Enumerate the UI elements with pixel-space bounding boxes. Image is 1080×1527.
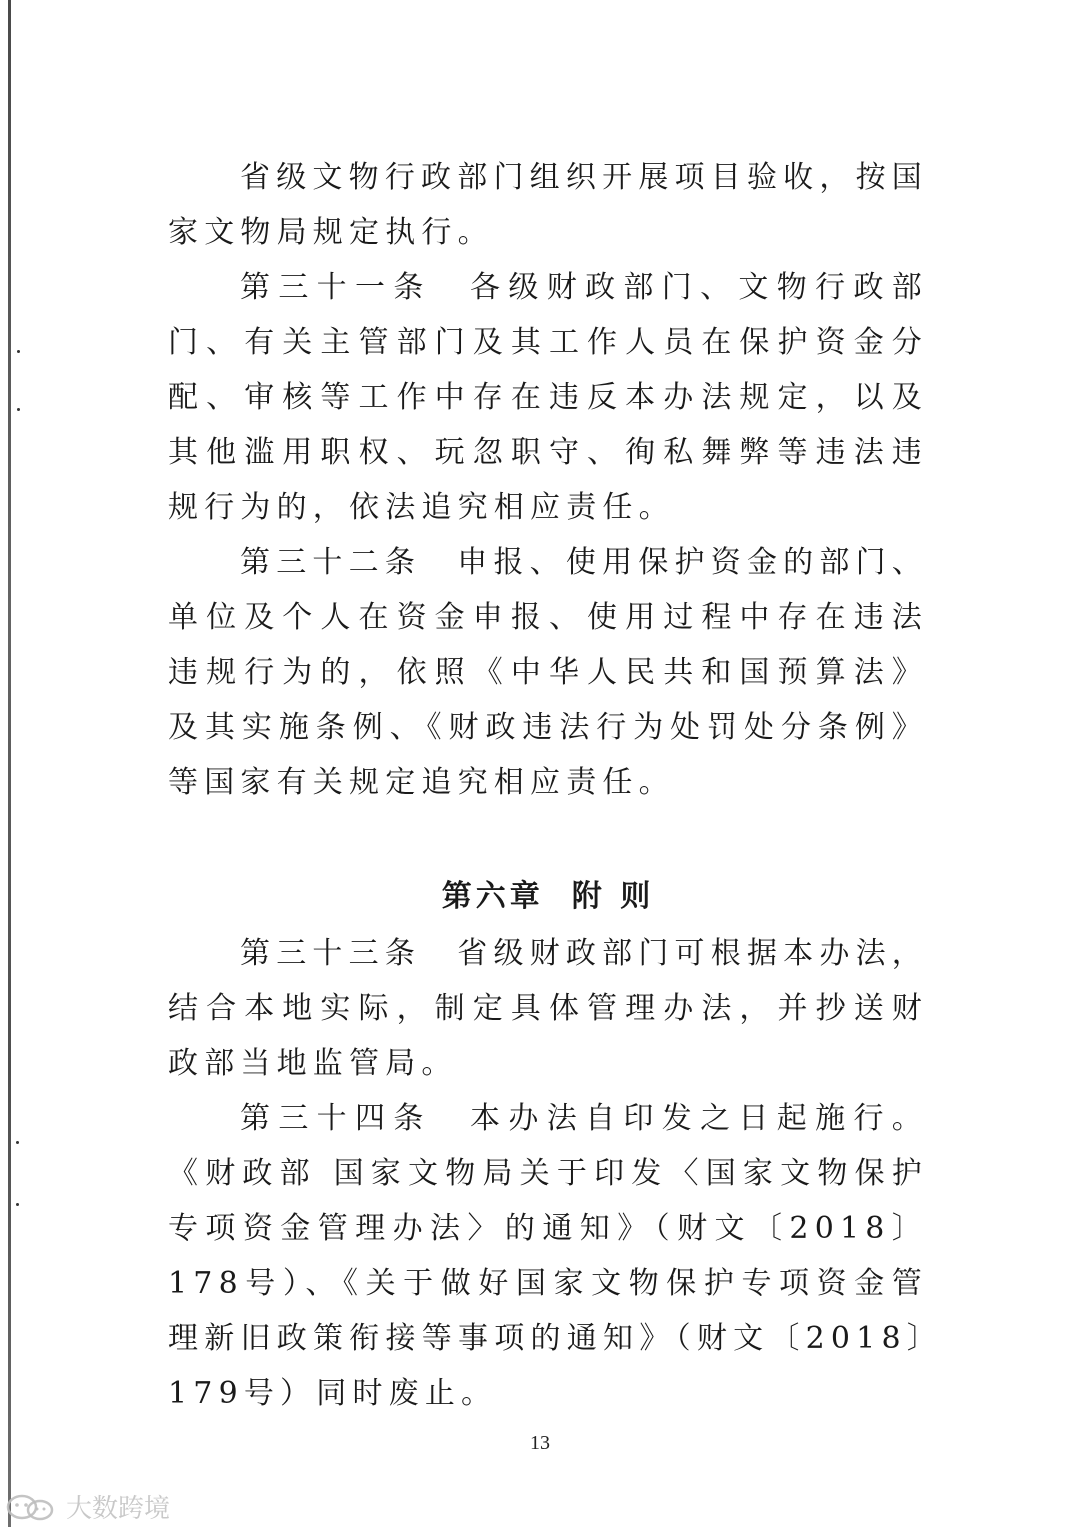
paragraph-article-32: 第三十二条 申报、使用保护资金的部门、单位及个人在资金申报、使用过程中存在违法违规行为的，依照《中华人民共和国预算法》及其实施条例、《财政违法行为处罚处分条例》等国家有关规定追究相应责任。 xyxy=(168,545,928,800)
scan-speck xyxy=(16,1203,19,1206)
scan-speck xyxy=(16,1141,19,1144)
paragraph-project-acceptance: 省级文物行政部门组织开展项目验收，按国家文物局规定执行。 xyxy=(168,160,928,250)
scan-speck xyxy=(17,350,20,353)
document-body xyxy=(168,150,928,1421)
watermark xyxy=(4,1488,170,1525)
scan-speck xyxy=(17,408,20,411)
scan-edge-shadow xyxy=(8,0,11,1527)
paragraph-article-31: 第三十一条 各级财政部门、文物行政部门、有关主管部门及其工作人员在保护资金分配、审核等工作中存在违反本办法规定，以及其他滥用职权、玩忽职守、徇私舞弊等违法违规行为的，依法追究相应责任。 xyxy=(168,270,928,525)
chapter-heading xyxy=(168,868,928,926)
paragraph-article-34: 第三十四条 本办法自印发之日起施行。《财政部 国家文物局关于印发〈国家文物保护专项资金管理办法〉的通知》（财文〔2018〕178号）、《关于做好国家文物保护专项资金管理新旧政策衔接等事项的通知》（财文〔2018〕179号）同时废止。 xyxy=(168,1101,928,1411)
watermark-text: 大数跨境 xyxy=(66,1494,171,1524)
wechat-logo-icon xyxy=(4,1492,60,1522)
paragraph-article-33: 第三十三条 省级财政部门可根据本办法，结合本地实际，制定具体管理办法，并抄送财政部当地监管局。 xyxy=(168,936,928,1081)
chapter-number: 第六章 xyxy=(441,879,544,914)
page-number: 13 xyxy=(530,1432,550,1454)
chapter-title: 附 则 xyxy=(571,879,655,914)
